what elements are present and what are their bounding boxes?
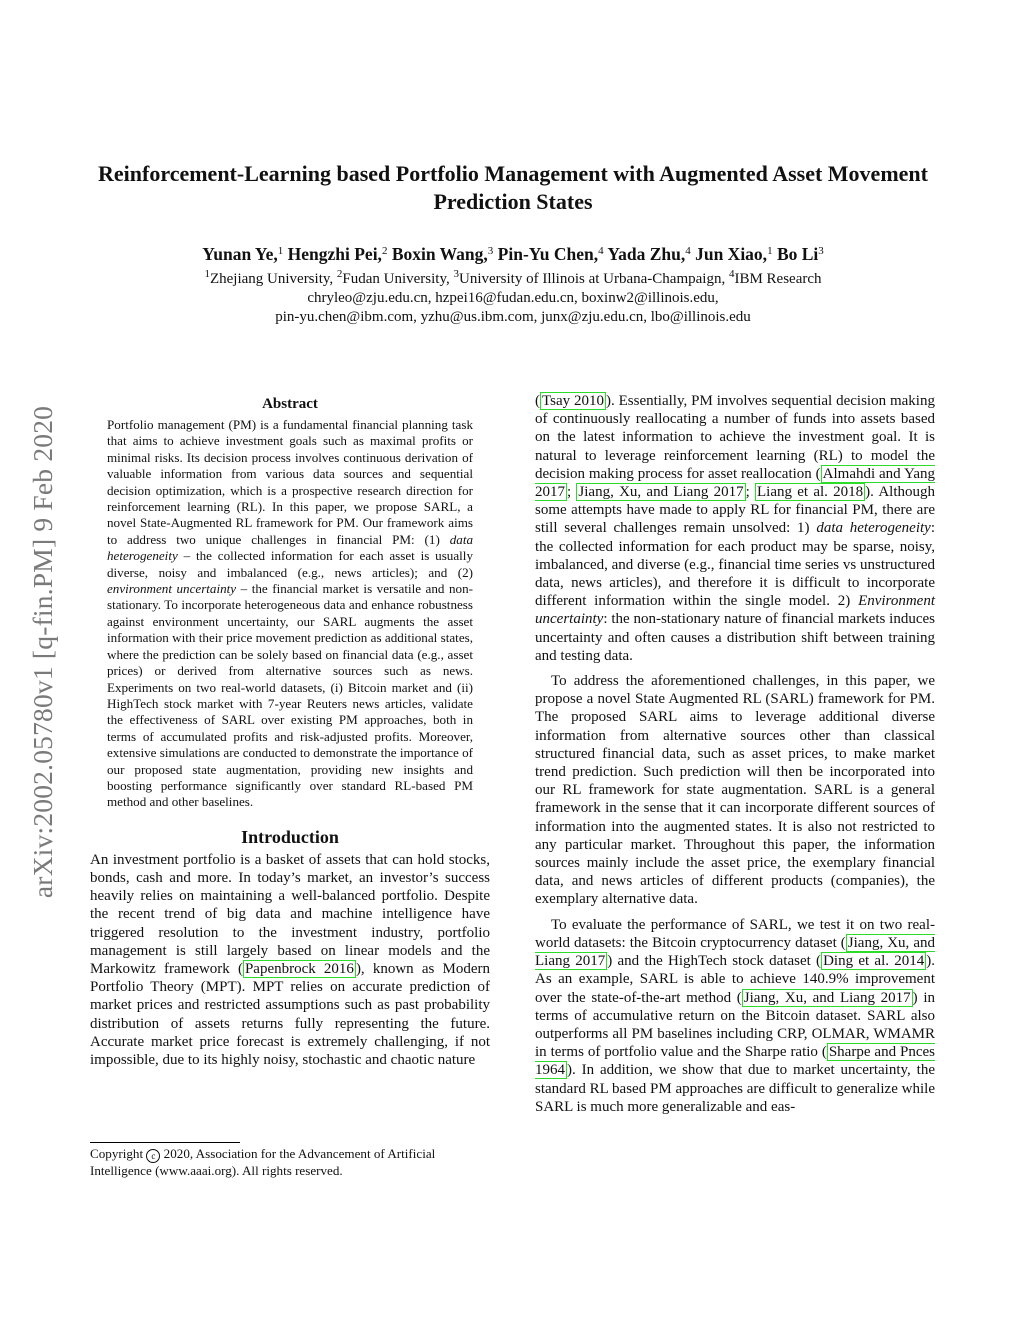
author-affiliation-mark: 1 <box>767 245 773 257</box>
text-segment: ). Essentially, PM involves sequential decision making of continuously reallocating a number of funds into assets based on the latest information to achieve the investment goal. It is natural to leverage reinforcement learning (RL) to model the decision making process for asset reallocation ( <box>535 393 935 482</box>
text-segment: ) and the HighTech stock dataset ( <box>607 953 822 970</box>
text-segment: ). Although some attempts have made to apply RL for financial PM, there are still several challenges remain unsolved: 1) <box>535 484 935 537</box>
text-segment: ; <box>567 484 577 501</box>
abstract-segment: Portfolio management (PM) is a fundamental financial planning task that aims to achieve investment goals such as maximal profits or minimal risks. Its decision process involves continuous derivation of valuable information from various data sources and sequential decision optimization, which is a prospective research direction for reinforcement learning (RL). In this paper, we propose SARL, a novel State-Augmented RL framework for PM. Our framework aims to address two unique challenges in financial PM: (1) <box>107 417 473 547</box>
body-paragraph: To address the aforementioned challenges, in this paper, we propose a novel State Augmented RL (SARL) framework for PM. The proposed SARL aims to leverage additional diverse information from alternative sources other than classical structured financial data, such as asset prices, to make market trend prediction. Such prediction will then be incorporated into our RL framework for state augmentation. SARL is a general framework in the sense that it can incorporate different sources of information into the augmented states. It is also not restricted to any particular market. Throughout this paper, the information sources mainly include the asset price, the exemplary financial data, and news articles of different products (companies), the exemplary alternative data. <box>535 673 935 908</box>
improvement-percentage: 140.9% <box>802 971 849 988</box>
affiliation-name: University of Illinois at Urbana-Champaign, <box>459 271 729 287</box>
abstract-segment: – the financial market is versatile and non-stationary. To incorporate heterogeneous data and enhance robustness against environment uncertainty, our SARL augments the asset information with their price movement prediction as additional states, where the prediction can be solely based on financial data (e.g., asset prices) or derived from alternative sources such as news. Experiments on two real-world datasets, (i) Bitcoin market and (ii) HighTech stock market with 7-year Reuters news articles, validate the effectiveness of SARL over existing PM approaches, both in terms of accumulated profits and risk-adjusted profits. Moreover, extensive simulations are conducted to demonstrate the importance of our proposed state augmentation, providing new insights and boosting performance significantly over standard RL-based PM method and other baselines. <box>107 581 473 810</box>
affiliation-name: Fudan University, <box>342 271 454 287</box>
author-affiliation-mark: 3 <box>487 245 494 257</box>
citation-link-papenbrock[interactable]: Papenbrock 2016 <box>244 960 354 977</box>
paper-title: Reinforcement-Learning based Portfolio Management with Augmented Asset Movement Prediction States <box>98 161 928 214</box>
author: Jun Xiao, <box>695 244 768 264</box>
arxiv-identifier-stamp <box>18 348 68 956</box>
copyright-text: 2020, Association for the Advancement of Artificial Intelligence (www.aaai.org). All rights reserved. <box>90 1146 436 1178</box>
copyright-notice <box>90 1146 490 1179</box>
citation-link-tsay[interactable]: Tsay 2010 <box>542 393 604 409</box>
affiliations-block <box>90 270 936 327</box>
body-paragraph <box>535 392 935 665</box>
abstract-heading: Abstract <box>262 396 318 412</box>
author: Hengzhi Pei, <box>287 244 382 264</box>
text-segment: ). As an example, SARL is able to achieve <box>535 953 936 988</box>
text-segment: ) in terms of accumulative return on the Bitcoin dataset. SARL also outperforms all PM baselines including CRP, OLMAR, WMAMR in terms of portfolio value and the Sharpe ratio ( <box>535 989 935 1061</box>
affiliation-name: Zhejiang University, <box>209 271 337 287</box>
author-affiliation-mark: 3 <box>818 245 824 257</box>
text-segment: ( <box>535 393 540 409</box>
emphasis-text: Environment uncertainty <box>535 593 935 628</box>
affiliation-number: 1 <box>204 268 210 280</box>
author-list <box>90 243 936 265</box>
text-segment: To evaluate the performance of SARL, we test it on two real-world datasets: the Bitcoin cryptocurrency dataset ( <box>535 916 935 951</box>
author: Boxin Wang, <box>391 244 488 264</box>
footnote-rule <box>90 1142 240 1143</box>
text-segment: : the non-stationary nature of financial markets induces uncertainty and often causes a distribution shift between training and testing data. <box>535 611 935 664</box>
arxiv-id-text: arXiv:2002.05780v1 [q-fin.PM] 9 Feb 2020 <box>27 405 58 899</box>
author: Bo Li <box>776 244 819 264</box>
author-affiliation-mark: 2 <box>381 245 388 257</box>
author: Pin-Yu Chen, <box>497 244 599 264</box>
citation-link-liang[interactable]: Liang et al. 2018 <box>757 484 864 501</box>
citation-link-ding[interactable]: Ding et al. 2014 <box>823 953 925 970</box>
affiliation-line <box>90 270 936 289</box>
citation-link-sharpe[interactable]: Sharpe and Pnces 1964 <box>535 1044 935 1079</box>
affiliation-number: 3 <box>453 268 459 280</box>
emphasis-text: data heterogeneity <box>816 520 931 537</box>
body-paragraph <box>535 916 935 1116</box>
abstract-emphasis: data heterogeneity <box>107 531 473 564</box>
author-affiliation-mark: 1 <box>277 245 284 257</box>
citation-link-jiang[interactable]: Jiang, Xu, and Liang 2017 <box>535 934 936 970</box>
citation-link-almahdi[interactable]: Almahdi and Yang 2017 <box>535 465 935 501</box>
citation-link-jiang[interactable]: Jiang, Xu, and Liang 2017 <box>743 989 911 1006</box>
citation-link-jiang[interactable]: Jiang, Xu, and Liang 2017 <box>578 484 744 501</box>
email-line: pin-yu.chen@ibm.com, yzhu@us.ibm.com, junx@zju.edu.cn, lbo@illinois.edu <box>275 309 751 325</box>
left-column <box>90 392 490 1069</box>
text-segment: An investment portfolio is a basket of assets that can hold stocks, bonds, cash and more. In today’s market, an investor’s success heavily relies on maintaining a well-balanced portfolio. Despite the recent trend of big data and machine intelligence have triggered resolution to the investment industry, portfolio management is still largely based on linear models and the Markowitz framework ( <box>90 851 490 977</box>
affiliation-number: 2 <box>336 268 343 280</box>
introduction-heading: Introduction <box>241 826 339 847</box>
abstract-segment: – the collected information for each asset is usually diverse, noisy and imbalanced (e.g., news articles); and (2) <box>107 548 473 580</box>
text-segment: : the collected information for each product may be sparse, noisy, imbalanced, and diverse (e.g., financial time series vs unstructured data, news articles), and therefore it is difficult to incorporate different information within the single model. 2) <box>535 520 935 610</box>
author-affiliation-mark: 4 <box>598 245 604 257</box>
text-segment: ; <box>745 484 755 501</box>
text-segment: ), known as Modern Portfolio Theory (MPT). MPT relies on accurate prediction of market prices and restricted assumptions such as past probability distribution of assets returns fully representing the future. Accurate market price forecast is extremely challenging, if not impossible, due to its highly noisy, stochastic and chaotic nature <box>90 960 490 1068</box>
abstract-text <box>90 417 490 811</box>
copyright-prefix: Copyright <box>90 1146 144 1161</box>
right-column <box>535 392 935 1116</box>
email-line: chryleo@zju.edu.cn, hzpei16@fudan.edu.cn, boxinw2@illinois.edu, <box>307 290 719 306</box>
author-affiliation-mark: 4 <box>685 245 691 257</box>
author: Yunan Ye, <box>202 244 278 264</box>
introduction-paragraph <box>90 851 490 1069</box>
affiliation-name: IBM Research <box>734 271 822 287</box>
abstract-emphasis: environment uncertainty <box>107 581 237 597</box>
affiliation-number: 4 <box>728 268 735 280</box>
copyright-symbol: c <box>146 1149 160 1163</box>
text-segment: improvement over the state-of-the-art method ( <box>535 971 936 1006</box>
author: Yada Zhu, <box>607 244 686 264</box>
text-segment: ). In addition, we show that due to market uncertainty, the standard RL based PM approaches are difficult to generalize while SARL is much more generalizable and eas- <box>535 1062 935 1115</box>
